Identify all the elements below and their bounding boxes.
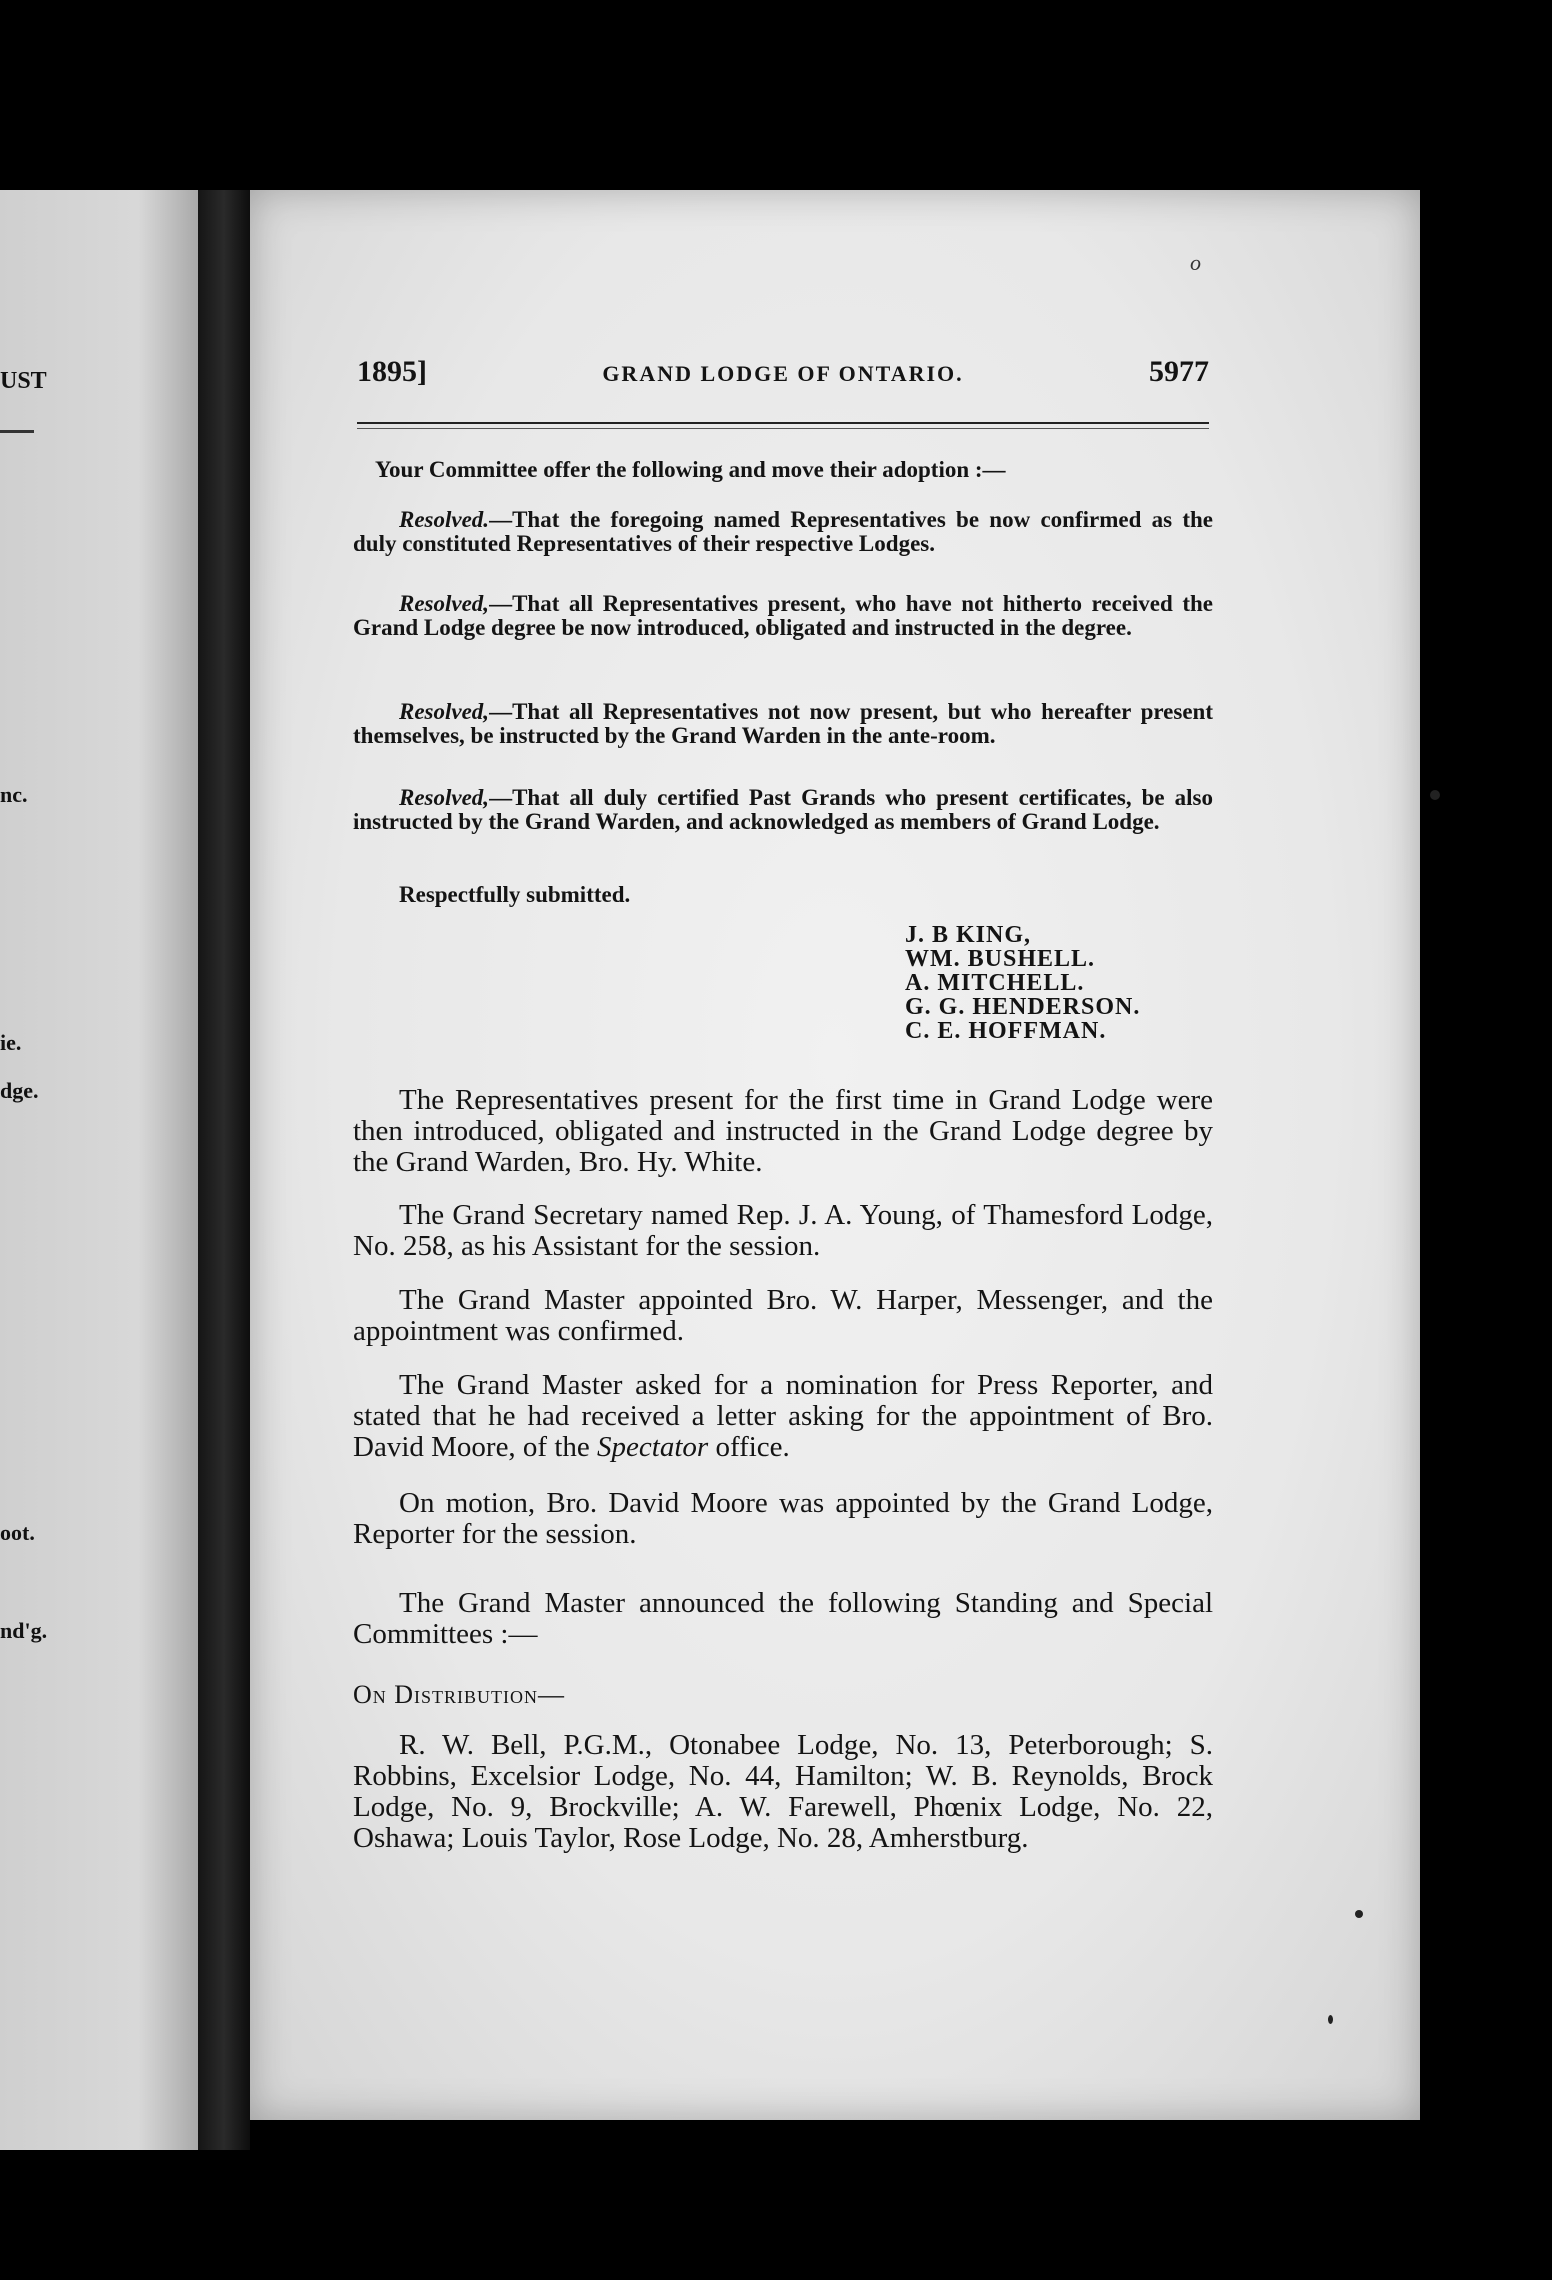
resolution-text: —That all duly certified Past Grands who present certificates, be also instructed by the Grand Warden, and acknowledged as members of Grand Lodge.: [353, 785, 1213, 834]
section-heading: On Distribution—: [353, 1680, 566, 1709]
signer-name: WM. BUSHELL.: [905, 946, 1096, 972]
left-page-edge: [0, 190, 198, 2150]
distribution-paragraph: R. W. Bell, P.G.M., Otonabee Lodge, No. 13, Peterborough; S. Robbins, Excelsior Lodge, No. 44, Hamilton; W. B. Reynolds, Brock Lodge, No. 9, Brockville; A. W. Farewell, Phœnix Lodge, No. 22, Oshawa; Louis Taylor, Rose Lodge, No. 28, Amherstburg.: [353, 1729, 1213, 1854]
header-rule-thin: [357, 428, 1209, 429]
left-page-rule: [0, 430, 34, 433]
body-paragraph: The Representatives present for the first time in Grand Lodge were then introduced, obligated and instructed in the Grand Lodge degree by the Grand Warden, Bro. Hy. White.: [353, 1084, 1213, 1178]
intro-line: Your Committee offer the following and move their adoption :—: [375, 457, 1006, 482]
publication-name: Spectator: [597, 1431, 709, 1463]
left-page-fragment: ie.: [0, 1030, 22, 1055]
left-page-fragment: nc.: [0, 782, 28, 807]
body-paragraph: The Grand Master appointed Bro. W. Harper, Messenger, and the appointment was confirmed.: [353, 1284, 1213, 1347]
resolution-label: Resolved,: [399, 591, 490, 616]
signer-name: A. MITCHELL.: [905, 970, 1085, 996]
left-page-fragment: nd'g.: [0, 1618, 48, 1643]
closing-line: Respectfully submitted.: [399, 882, 631, 907]
motion-paragraph: On motion, Bro. David Moore was appointed by the Grand Lodge, Reporter for the session.: [353, 1487, 1213, 1550]
signer-name: G. G. HENDERSON.: [905, 994, 1141, 1020]
resolution-label: Resolved,: [399, 785, 490, 810]
running-header: [357, 355, 1209, 395]
left-page-fragment: oot.: [0, 1520, 35, 1545]
signer-name: C. E. HOFFMAN.: [905, 1018, 1107, 1044]
resolution-paragraph: [353, 592, 1213, 640]
page-number: 5977: [1149, 355, 1209, 388]
book-gutter: [198, 190, 250, 2150]
ink-speck: [1328, 2015, 1333, 2024]
corner-mark: o: [1190, 250, 1201, 275]
resolution-text: —That all Representatives present, who have not hitherto received the Grand Lodge degree be now introduced, obligated and instructed in the degree.: [353, 591, 1213, 640]
signature-list: [905, 923, 1140, 1043]
book-page: [250, 190, 1420, 2120]
signer-name: J. B KING,: [905, 922, 1032, 948]
resolution-label: Resolved.: [399, 507, 490, 532]
ink-speck: [1355, 1910, 1363, 1918]
body-paragraph: The Grand Secretary named Rep. J. A. Young, of Thamesford Lodge, No. 258, as his Assistant for the session.: [353, 1199, 1213, 1262]
resolution-paragraph: [353, 700, 1213, 748]
press-text-after: office.: [708, 1431, 790, 1463]
left-page-fragment: UST: [0, 368, 47, 394]
header-year: 1895]: [357, 355, 427, 388]
press-text-before: The Grand Master asked for a nomination for Press Reporter, and stated that he had received a letter asking for the appointment of Bro. David Moore, of the: [353, 1369, 1213, 1463]
resolution-paragraph: [353, 508, 1213, 556]
ink-speck: [1430, 790, 1440, 800]
resolution-text: —That the foregoing named Representatives be now confirmed as the duly constituted Representatives of their respective Lodges.: [353, 507, 1213, 556]
header-title: GRAND LODGE OF ONTARIO.: [602, 361, 964, 386]
header-rule: [357, 422, 1209, 424]
resolution-text: —That all Representatives not now present, but who hereafter present themselves, be instructed by the Grand Warden in the ante-room.: [353, 699, 1213, 748]
committees-paragraph: The Grand Master announced the following Standing and Special Committees :—: [353, 1587, 1213, 1650]
press-paragraph: [353, 1370, 1213, 1463]
resolution-label: Resolved,: [399, 699, 490, 724]
left-page-fragment: dge.: [0, 1078, 39, 1103]
resolution-paragraph: [353, 786, 1213, 834]
